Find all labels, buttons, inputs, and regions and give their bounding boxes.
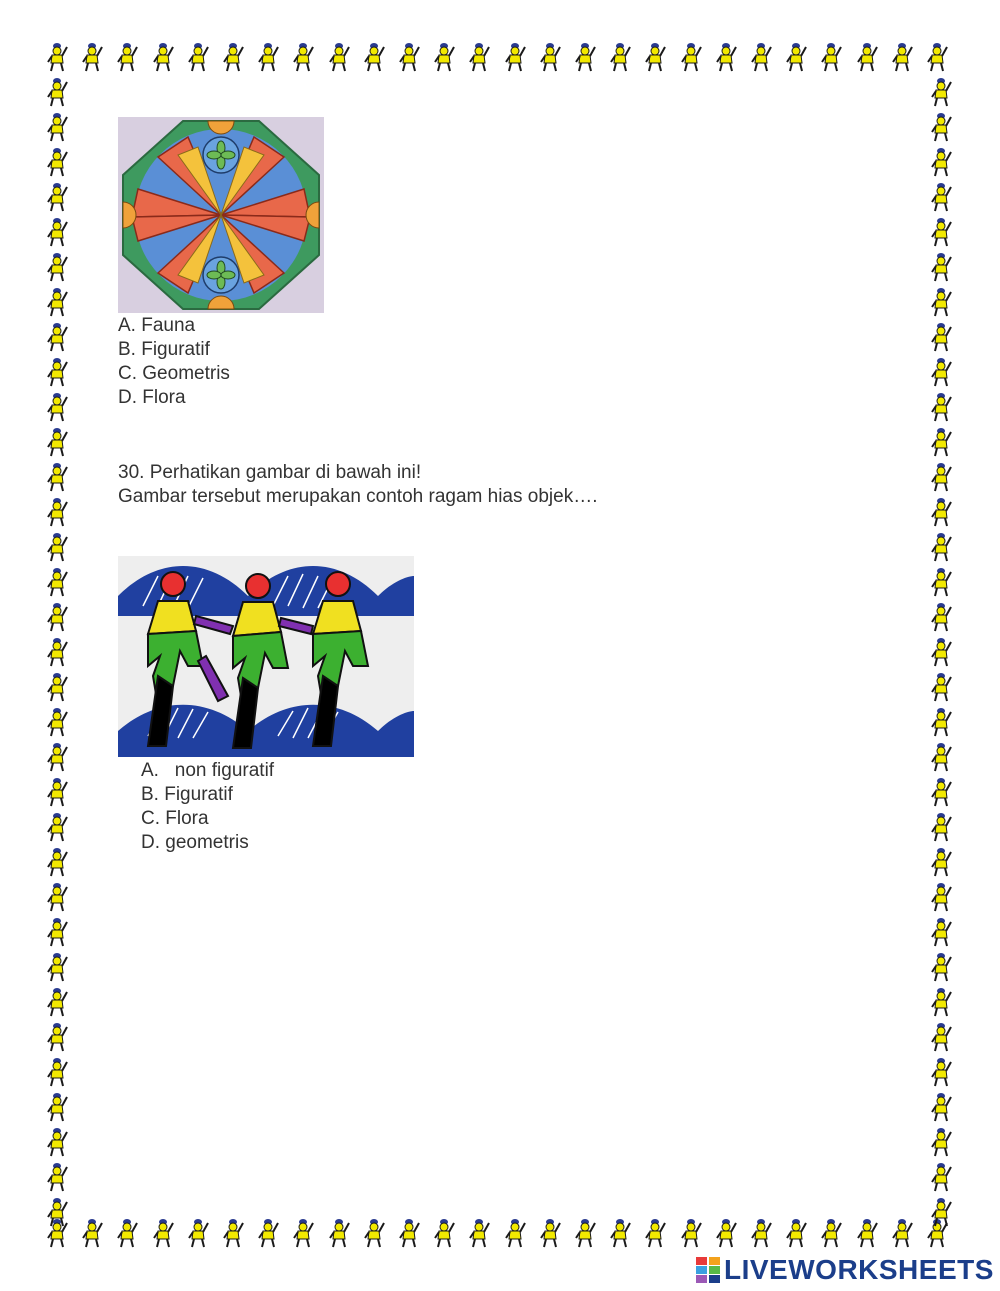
q30-question-line-2: Gambar tersebut merupakan contoh ragam hias objek….: [118, 486, 598, 507]
waving-person-icon: [930, 357, 952, 387]
waving-person-icon: [46, 217, 68, 247]
waving-person-icon: [574, 1218, 596, 1248]
waving-person-icon: [644, 1218, 666, 1248]
waving-person-icon: [46, 77, 68, 107]
waving-person-icon: [116, 1218, 138, 1248]
waving-person-icon: [46, 427, 68, 457]
waving-person-icon: [930, 987, 952, 1017]
q30-option-c[interactable]: C. Flora: [141, 808, 209, 829]
waving-person-icon: [468, 1218, 490, 1248]
waving-person-icon: [363, 42, 385, 72]
waving-person-icon: [46, 1022, 68, 1052]
waving-person-icon: [46, 1127, 68, 1157]
q30-option-b[interactable]: B. Figuratif: [141, 784, 233, 805]
waving-person-icon: [46, 917, 68, 947]
waving-person-icon: [46, 812, 68, 842]
waving-person-icon: [930, 917, 952, 947]
waving-person-icon: [930, 462, 952, 492]
waving-person-icon: [930, 392, 952, 422]
waving-person-icon: [46, 952, 68, 982]
waving-person-icon: [715, 1218, 737, 1248]
waving-person-icon: [930, 182, 952, 212]
waving-person-icon: [468, 42, 490, 72]
waving-person-icon: [930, 252, 952, 282]
waving-person-icon: [222, 1218, 244, 1248]
waving-person-icon: [680, 42, 702, 72]
waving-person-icon: [433, 42, 455, 72]
waving-person-icon: [328, 42, 350, 72]
waving-person-icon: [715, 42, 737, 72]
dancers-image: [118, 556, 414, 757]
waving-person-icon: [257, 1218, 279, 1248]
waving-person-icon: [46, 777, 68, 807]
waving-person-icon: [46, 182, 68, 212]
waving-person-icon: [930, 322, 952, 352]
waving-person-icon: [46, 252, 68, 282]
waving-person-icon: [750, 42, 772, 72]
waving-person-icon: [930, 567, 952, 597]
waving-person-icon: [398, 42, 420, 72]
waving-person-icon: [46, 1197, 68, 1227]
waving-person-icon: [930, 497, 952, 527]
waving-person-icon: [930, 217, 952, 247]
waving-person-icon: [785, 1218, 807, 1248]
waving-person-icon: [222, 42, 244, 72]
waving-person-icon: [46, 1057, 68, 1087]
waving-person-icon: [609, 1218, 631, 1248]
waving-person-icon: [328, 1218, 350, 1248]
waving-person-icon: [46, 707, 68, 737]
q30-option-d[interactable]: D. geometris: [141, 832, 249, 853]
waving-person-icon: [820, 42, 842, 72]
logo-text: LIVEWORKSHEETS: [724, 1254, 994, 1285]
waving-person-icon: [680, 1218, 702, 1248]
waving-person-icon: [930, 1092, 952, 1122]
waving-person-icon: [433, 1218, 455, 1248]
waving-person-icon: [46, 1092, 68, 1122]
waving-person-icon: [504, 1218, 526, 1248]
waving-person-icon: [930, 1127, 952, 1157]
waving-person-icon: [46, 637, 68, 667]
waving-person-icon: [46, 602, 68, 632]
waving-person-icon: [46, 532, 68, 562]
waving-person-icon: [856, 42, 878, 72]
waving-person-icon: [930, 1057, 952, 1087]
waving-person-icon: [930, 637, 952, 667]
q29-option-c[interactable]: C. Geometris: [118, 363, 230, 384]
waving-person-icon: [187, 42, 209, 72]
waving-person-icon: [930, 147, 952, 177]
waving-person-icon: [46, 287, 68, 317]
q29-option-d[interactable]: D. Flora: [118, 387, 186, 408]
waving-person-icon: [930, 287, 952, 317]
dancing-figures-icon: [118, 556, 414, 757]
waving-person-icon: [46, 987, 68, 1017]
waving-person-icon: [46, 847, 68, 877]
waving-person-icon: [930, 602, 952, 632]
waving-person-icon: [152, 1218, 174, 1248]
waving-person-icon: [46, 567, 68, 597]
waving-person-icon: [930, 112, 952, 142]
liveworksheets-logo-icon: [696, 1257, 720, 1283]
waving-person-icon: [46, 322, 68, 352]
waving-person-icon: [187, 1218, 209, 1248]
q30-option-a[interactable]: A. non figuratif: [141, 760, 275, 781]
waving-person-icon: [891, 42, 913, 72]
waving-person-icon: [46, 742, 68, 772]
waving-person-icon: [46, 882, 68, 912]
waving-person-icon: [856, 1218, 878, 1248]
q30-question-line-1: 30. Perhatikan gambar di bawah ini!: [118, 462, 422, 483]
liveworksheets-logo[interactable]: [696, 1255, 994, 1285]
waving-person-icon: [46, 42, 68, 72]
waving-person-icon: [257, 42, 279, 72]
waving-person-icon: [46, 497, 68, 527]
waving-person-icon: [930, 427, 952, 457]
waving-person-icon: [46, 1162, 68, 1192]
waving-person-icon: [539, 1218, 561, 1248]
waving-person-icon: [152, 42, 174, 72]
waving-person-icon: [46, 112, 68, 142]
waving-person-icon: [504, 42, 526, 72]
q29-option-a[interactable]: A. Fauna: [118, 315, 196, 336]
q29-option-b[interactable]: B. Figuratif: [118, 339, 210, 360]
waving-person-icon: [292, 42, 314, 72]
waving-person-icon: [609, 42, 631, 72]
waving-person-icon: [930, 1022, 952, 1052]
waving-person-icon: [930, 1162, 952, 1192]
waving-person-icon: [930, 847, 952, 877]
waving-person-icon: [926, 42, 948, 72]
waving-person-icon: [574, 42, 596, 72]
waving-person-icon: [891, 1218, 913, 1248]
waving-person-icon: [81, 42, 103, 72]
mandala-image: [118, 117, 324, 313]
waving-person-icon: [539, 42, 561, 72]
waving-person-icon: [930, 952, 952, 982]
waving-person-icon: [930, 77, 952, 107]
waving-person-icon: [46, 672, 68, 702]
waving-person-icon: [930, 882, 952, 912]
geometric-mandala-icon: [118, 117, 324, 313]
waving-person-icon: [46, 392, 68, 422]
waving-person-icon: [820, 1218, 842, 1248]
waving-person-icon: [930, 707, 952, 737]
waving-person-icon: [930, 1197, 952, 1227]
waving-person-icon: [46, 462, 68, 492]
waving-person-icon: [363, 1218, 385, 1248]
waving-person-icon: [930, 777, 952, 807]
waving-person-icon: [644, 42, 666, 72]
waving-person-icon: [930, 532, 952, 562]
waving-person-icon: [750, 1218, 772, 1248]
waving-person-icon: [398, 1218, 420, 1248]
waving-person-icon: [46, 147, 68, 177]
waving-person-icon: [930, 812, 952, 842]
waving-person-icon: [930, 672, 952, 702]
waving-person-icon: [292, 1218, 314, 1248]
waving-person-icon: [46, 357, 68, 387]
waving-person-icon: [785, 42, 807, 72]
waving-person-icon: [116, 42, 138, 72]
waving-person-icon: [81, 1218, 103, 1248]
waving-person-icon: [930, 742, 952, 772]
